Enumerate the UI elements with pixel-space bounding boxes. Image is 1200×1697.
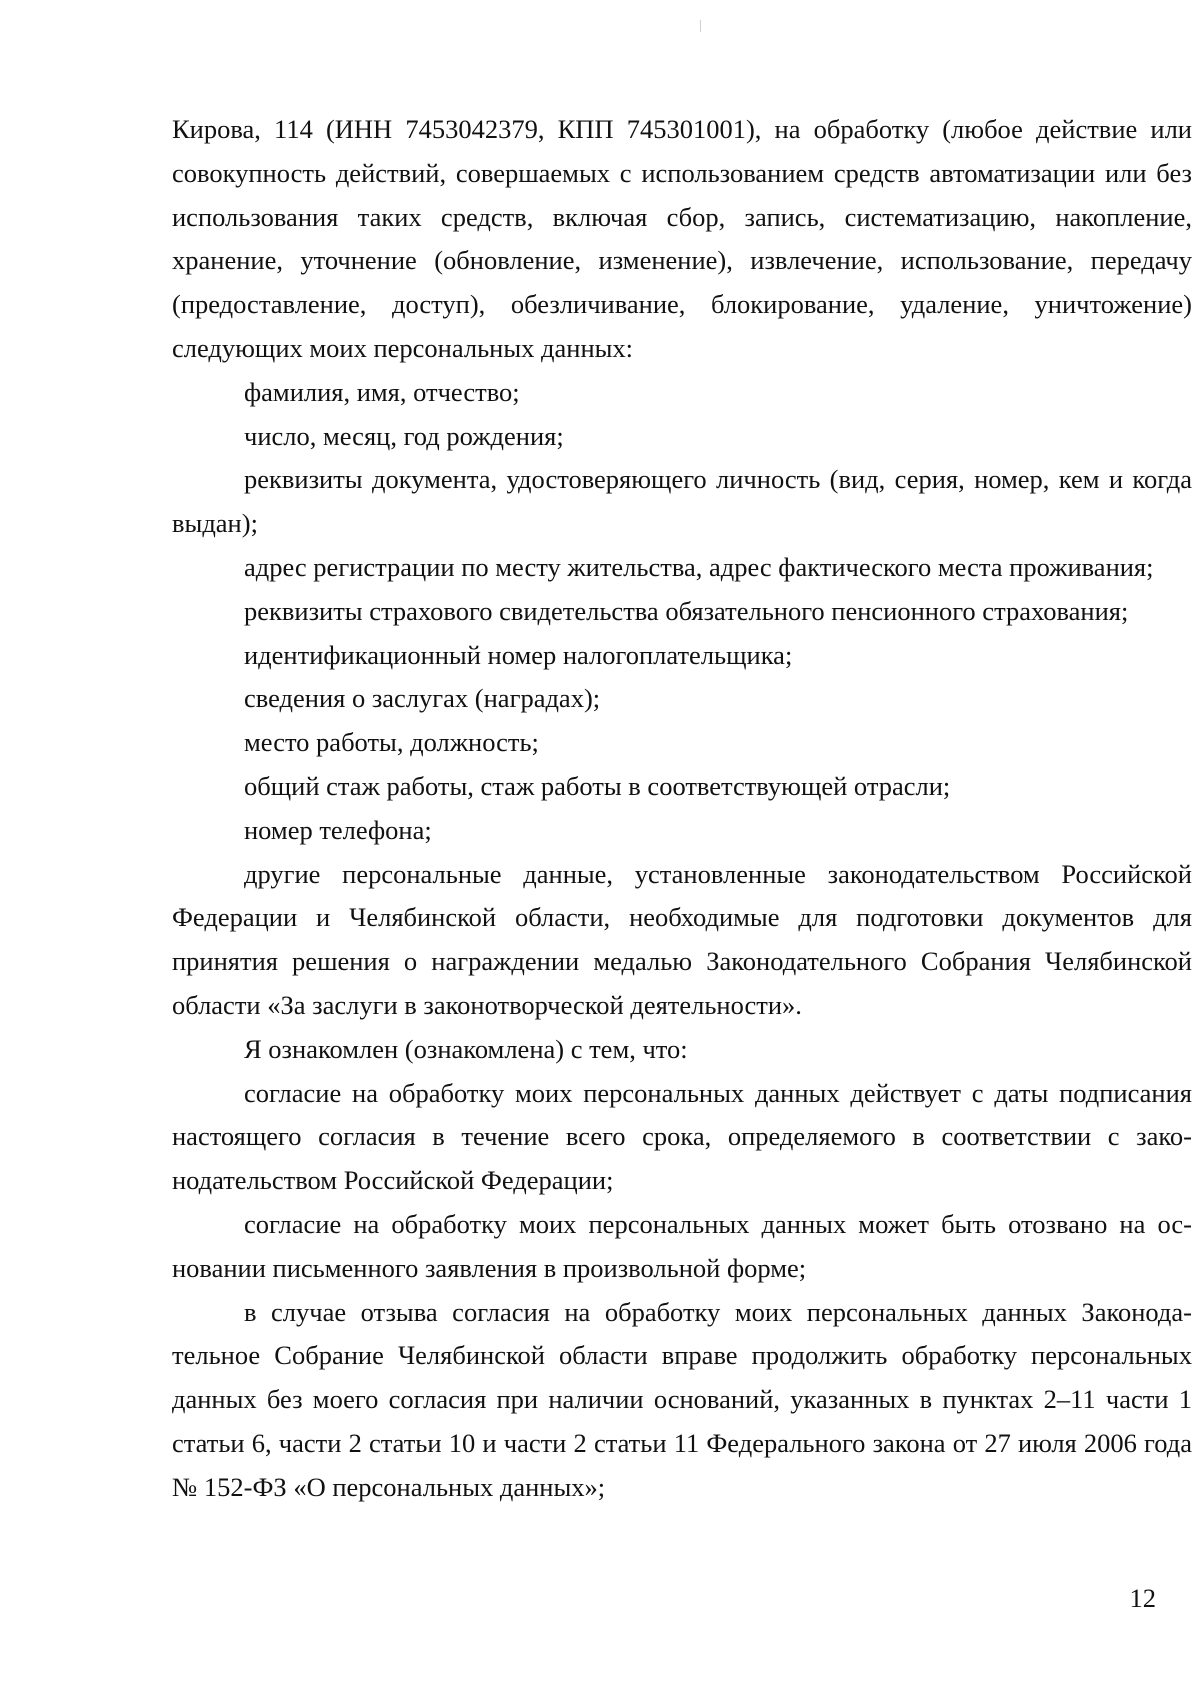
condition-continued-processing: в случае отзыва согласия на обработку моих персональных данных Законодательное Собрание Челябинской области вправе продолжить обработку персональных данных без моего согласия при наличии оснований, указанных в пунктах 2–11 части 1 статьи 6, части 2 статьи 10 и части 2 статьи 11 Федерального закона от 27 июля 2006 года № 152-ФЗ «О персональных данных»; bbox=[172, 1296, 1192, 1502]
list-item-identity-document: реквизиты документа, удостоверяющего личность (вид, серия, номер, кем и когда выдан); bbox=[172, 464, 1192, 539]
document-body bbox=[172, 108, 1192, 1510]
list-item-work-experience: общий стаж работы, стаж работы в соответствующей отрасли; bbox=[244, 770, 951, 801]
condition-revocation: согласие на обработку моих персональных данных может быть отозвано на основании письменного заявления в произвольной форме; bbox=[172, 1208, 1192, 1283]
list-item-other-data: другие персональные данные, установленные законодательством Российской Федерации и Челябинской области, необходимые для подготовки документов для принятия решения о награждении медалью Законодательного Собрания Челябинской области «За заслуги в законотворческой деятельности». bbox=[172, 858, 1192, 1020]
list-item-phone-number: номер телефона; bbox=[244, 814, 432, 845]
page-number: 12 bbox=[1129, 1583, 1156, 1613]
list-item-taxpayer-number: идентификационный номер налогоплательщика; bbox=[244, 639, 793, 670]
list-item-workplace: место работы, должность; bbox=[244, 727, 539, 758]
list-item-full-name: фамилия, имя, отчество; bbox=[244, 376, 520, 407]
condition-validity-period: согласие на обработку моих персональных данных действует с даты подписания настоящего согласия в течение всего срока, определяемого в соответствии с законодательством Российской Федерации; bbox=[172, 1077, 1192, 1196]
list-item-pension-insurance: реквизиты страхового свидетельства обязательного пенсионного страхования; bbox=[244, 595, 1129, 626]
list-item-address: адрес регистрации по месту жительства, адрес фактического места проживания; bbox=[244, 551, 1154, 582]
intro-paragraph: Кирова, 114 (ИНН 7453042379, КПП 745301001), на обработку (любое действие или совокупность действий, совершаемых с использованием средств автоматизации или без использования таких средств, включая сбор, запись, систематизацию, накопление, хранение, уточнение (обновление, изменение), извлечение, использование, передачу (предоставление, доступ), обезличивание, блокирование, удаление, уничтожение) следующих моих персональных данных: bbox=[172, 114, 1192, 363]
list-item-awards: сведения о заслугах (наградах); bbox=[244, 683, 601, 714]
acknowledgement-paragraph: Я ознакомлен (ознакомлена) с тем, что: bbox=[244, 1033, 688, 1064]
list-item-birth-date: число, месяц, год рождения; bbox=[244, 420, 564, 451]
scan-artifact bbox=[700, 20, 701, 32]
